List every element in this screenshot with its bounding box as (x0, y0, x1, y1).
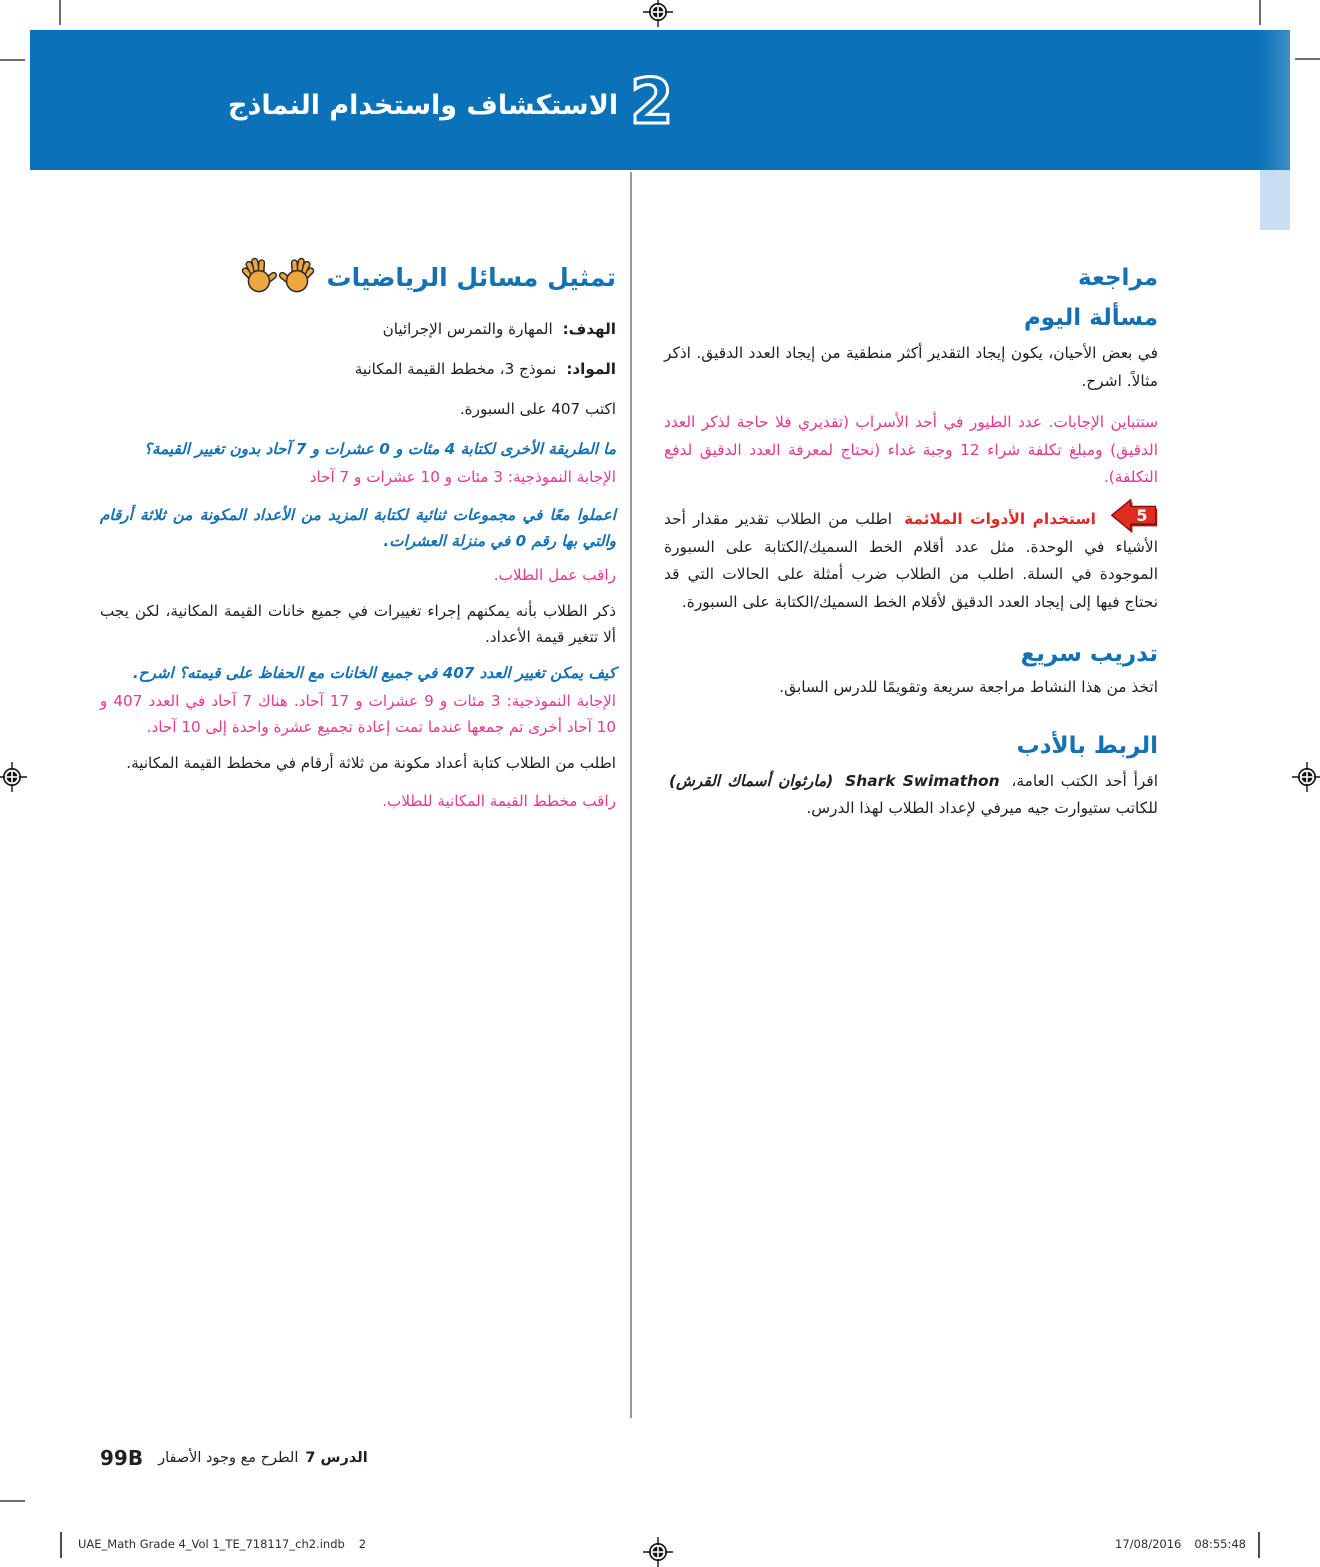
goal-label: الهدف: (562, 320, 616, 338)
use-tools-paragraph (664, 498, 1158, 617)
registration-mark-icon (643, 0, 673, 27)
registration-mark-icon (1292, 762, 1320, 792)
literature-post-text: للكاتب ستيوارت جيه ميرفي لإعداد الطلاب لهذا الدرس. (806, 799, 1158, 817)
quick-practice-heading: تدريب سريع (1020, 641, 1158, 667)
materials-text: نموذج 3، مخطط القيمة المكانية (354, 360, 557, 378)
print-time: 08:55:48 (1194, 1537, 1246, 1551)
print-sheet-number: 2 (358, 1537, 367, 1551)
use-tools-label: استخدام الأدوات الملائمة (904, 509, 1096, 528)
registration-mark-icon (0, 762, 27, 792)
print-info-bar-left (60, 1532, 62, 1558)
question-1: ما الطريقة الأخرى لكتابة 4 مئات و 0 عشرات و 7 آحاد بدون تغيير القيمة؟ (143, 440, 616, 458)
tool-badge-number: 5 (1136, 505, 1148, 525)
lesson-reference (158, 1450, 368, 1466)
print-file-name: UAE_Math Grade 4_Vol 1_TE_718117_ch2.indb (78, 1537, 345, 1551)
question-3: كيف يمكن تغيير العدد 407 في جميع الخانات مع الحفاظ على قيمته؟ اشرح. (132, 664, 616, 682)
goal-line (100, 316, 616, 342)
print-file-info (78, 1537, 366, 1551)
registration-mark-icon (643, 1537, 673, 1567)
trim-mark-top-right-v (1259, 0, 1261, 25)
chapter-header-title (228, 65, 674, 138)
represent-math-heading: تمثيل مسائل الرياضيات (326, 263, 616, 292)
answer-3: الإجابة النموذجية: 3 مئات و 9 عشرات و 17 آحاد. هناك 7 آحاد في العدد 407 و 10 آحاد أخرى تم جمعها عندما تمت إعادة تجميع عشرة واحدة إلى 10 آحاد. (100, 692, 617, 736)
print-timestamp (1115, 1537, 1246, 1551)
materials-line (100, 356, 616, 382)
left-arrow-badge-icon (1110, 498, 1158, 534)
problem-of-day-heading: مسألة اليوم (1023, 305, 1158, 331)
hands-icon (239, 250, 317, 306)
lesson-title: الطرح مع وجود الأصفار (158, 1450, 299, 1466)
review-answer: ستتباين الإجابات. عدد الطيور في أحد الأسراب (تقديري فلا حاجة لذكر العدد الدقيق) ومبلغ تكلفة شراء 12 وجبة غداء (نحتاج لمعرفة العدد الدقيق لدفع التكلفة). (664, 413, 1158, 486)
chapter-number: 2 (630, 65, 674, 138)
trim-mark-top-left-h (0, 59, 25, 61)
literature-pre-text: اقرأ أحد الكتب العامة، (1011, 771, 1158, 790)
quick-practice-text: اتخذ من هذا النشاط مراجعة سريعة وتقويمًا للدرس السابق. (779, 678, 1158, 696)
answer-1: الإجابة النموذجية: 3 مئات و 10 عشرات و 7 آحاد (309, 468, 616, 486)
book-title-arabic: (مارثوان أسماك القرش) (669, 771, 834, 790)
materials-label: المواد: (566, 360, 616, 378)
reminder-note: ذكر الطلاب بأنه يمكنهم إجراء تغييرات في جميع خانات القيمة المكانية، لكن يجب ألا تتغير قيمة الأعداد. (100, 602, 616, 646)
left-column (100, 250, 616, 814)
chapter-header-band-strip (1260, 30, 1290, 170)
trim-mark-bottom-left-h (0, 1500, 25, 1502)
column-divider (630, 172, 632, 1418)
trim-mark-top-left-v (59, 0, 61, 25)
monitor-note-2: راقب مخطط القيمة المكانية للطلاب. (382, 792, 616, 810)
monitor-note-1: راقب عمل الطلاب. (493, 566, 616, 584)
use-tools-text: اطلب من الطلاب تقدير مقدار أحد الأشياء في الوحدة. مثل عدد أقلام الخط السميك/الكتابة على السبورة الموجودة في السلة. اطلب من الطلاب ضرب أمثلة على الحالات التي قد نحتاج فيها إلى إيجاد العدد الدقيق لأقلام الخط السميك/الكتابة على السبورة. (664, 509, 1158, 611)
literature-link-heading: الربط بالأدب (1016, 732, 1158, 759)
literature-link-paragraph (664, 768, 1158, 823)
book-title-english: Shark Swimathon (845, 771, 1000, 790)
page-edge-tab (1260, 170, 1290, 230)
trim-mark-top-right-h (1295, 58, 1320, 60)
chapter-title-text: الاستكشاف واستخدام النماذج (228, 89, 619, 121)
student-task-line: اطلب من الطلاب كتابة أعداد مكونة من ثلاثة أرقام في مخطط القيمة المكانية. (126, 754, 616, 772)
page-footer (100, 1446, 368, 1470)
goal-text: المهارة والتمرس الإجرائيان (382, 320, 553, 338)
review-text: في بعض الأحيان، يكون إيجاد التقدير أكثر منطقية من إيجاد العدد الدقيق. اذكر مثالاً. اشرح. (664, 344, 1158, 390)
lesson-label: الدرس 7 (305, 1450, 368, 1466)
right-column (664, 264, 1158, 823)
print-info-bar-right (1258, 1532, 1260, 1558)
page-number: 99B (100, 1446, 144, 1470)
represent-math-heading-row (100, 250, 616, 306)
write-on-board-line: اكتب 407 على السبورة. (459, 400, 616, 418)
print-date: 17/08/2016 (1115, 1537, 1182, 1551)
question-2: اعملوا معًا في مجموعات ثنائية لكتابة المزيد من الأعداد المكونة من ثلاثة أرقام والتي بها رقم 0 في منزلة العشرات. (100, 506, 616, 550)
review-heading: مراجعة (1078, 265, 1158, 291)
